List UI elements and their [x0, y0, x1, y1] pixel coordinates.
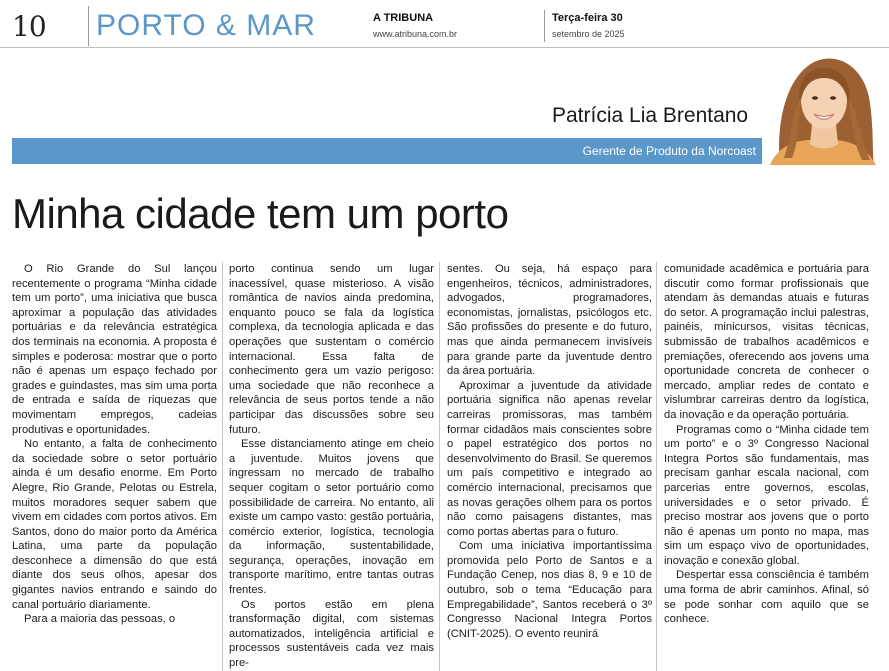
article-paragraph: Para a maioria das pessoas, o	[24, 613, 176, 626]
section-title: PORTO & MAR	[96, 9, 316, 42]
article-paragraph: O Rio Grande do Sul lançou recentemente o programa “Minha cidade tem um porto”, uma iniciativa que busca aproximar a população das atividades portuárias e da relevância estratégica dos terminais na economia. A proposta é simples e poderosa: mostrar que o porto não é apenas um espaço fechado por grades e guindastes, mas sim uma porta de entrada e saída de riquezas que movimentam empregos, cadeias produtivas e oportunidades.	[12, 263, 217, 436]
page-number: 10	[12, 10, 46, 43]
article-paragraph: Programas como o “Minha cidade tem um porto” e o 3º Congresso Nacional Integra Portos são fundamentais, mas precisam ganhar escala nacional, com parcerias entre governos, escolas, universidades e o setor privado. É preciso mostrar aos jovens que o porto não é apenas um ponto no mapa, mas sim um espaço vivo de oportunidades, inovação e conexão global.	[664, 423, 869, 567]
article-paragraph: porto continua sendo um lugar inacessível, quase misterioso. A visão romântica de navios ainda predomina, enquanto pouco se fala da logística complexa, da tecnologia aplicada e das operações que sustentam o comércio internacional. Essa falta de conhecimento gera um vazio perigoso: uma sociedade que não reconhece a relevância de seus portos tende a não participar das discussões sobre seu futuro.	[229, 263, 434, 436]
article-paragraph: Esse distanciamento atinge em cheio a juventude. Muitos jovens que ingressam no mercado de trabalho sequer cogitam o setor portuário como possibilidade de carreira. No entanto, ali existe um campo vasto: gestão portuária, comércio exterior, logística, tecnologia da informação, sustentabilidade, segurança, operações, inovação em transporte marítimo, entre tantas outras frentes.	[229, 438, 434, 597]
article-paragraph: Despertar essa consciência é também uma forma de abrir caminhos. Afinal, só se pode sonhar com aquilo que se conhece.	[664, 569, 869, 626]
article-column-1	[12, 262, 217, 627]
article-paragraph: Os portos estão em plena transformação digital, com sistemas automatizados, inteligência artificial e processos sustentáveis cada vez mais pre-	[229, 598, 434, 670]
edition-date: setembro de 2025	[552, 29, 625, 39]
author-role: Gerente de Produto da Norcoast	[582, 144, 756, 158]
article-paragraph: No entanto, a falta de conhecimento da sociedade sobre o setor portuário ainda é um desafio enorme. Em Porto Alegre, Rio Grande, Pelotas ou Estrela, muitos moradores sequer sabem que vivem em cidades com portos ativos. Em Santos, dono do maior porto da América Latina, uma parte da população desconhece a dimensão do que está diante dos seus olhos, apesar dos gigantes navios entrando e saindo do canal portuário diariamente.	[12, 438, 217, 611]
edition-weekday: Terça-feira 30	[552, 12, 623, 24]
header-divider	[88, 6, 89, 46]
author-name: Patrícia Lia Brentano	[552, 104, 749, 127]
article-paragraph: sentes. Ou seja, há espaço para engenheiros, técnicos, administradores, advogados, programadores, economistas, jornalistas, psicólogos etc. São profissões do presente e do futuro, mas que ainda permanecem invisíveis para grande parte da juventude dentro da área portuária.	[447, 263, 652, 378]
article-column-3	[447, 262, 652, 641]
newspaper-name: A TRIBUNA	[373, 12, 434, 24]
author-photo	[762, 48, 884, 165]
date-divider	[544, 10, 545, 42]
column-divider	[439, 262, 440, 671]
header-rule	[0, 47, 889, 48]
article-paragraph: Com uma iniciativa importantíssima promovida pelo Porto de Santos e a Fundação Cenep, nos dias 8, 9 e 10 de outubro, sob o tema “Educação para Empregabilidade”, Santos receberá o 3º Congresso Nacional Integra Portos (CNIT-2025). O evento reunirá	[447, 540, 652, 640]
article-column-4	[664, 262, 869, 627]
column-divider	[222, 262, 223, 671]
article-paragraph: comunidade acadêmica e portuária para discutir como formar profissionais que atendam às demandas atuais e futuras do setor. A programação inclui palestras, painéis, minicursos, visitas técnicas, submissão de trabalhos acadêmicos e premiações, oferecendo aos jovens uma oportunidade concreta de conhecer o mercado, ampliar redes de contato e vislumbrar carreiras dentro da logística, da inovação e da operação portuária.	[664, 263, 869, 421]
article-headline: Minha cidade tem um porto	[12, 190, 509, 237]
article-paragraph: Aproximar a juventude da atividade portuária significa não apenas revelar carreiras promissoras, mas também formar cidadãos mais conscientes sobre o papel estratégico dos portos no desenvolvimento do Brasil. Se queremos um país competitivo e integrado ao comércio internacional, precisamos que as novas gerações olhem para os portos não como paisagens distantes, mas como portas abertas para o futuro.	[447, 379, 652, 538]
newspaper-website: www.atribuna.com.br	[373, 29, 458, 39]
column-divider	[656, 262, 657, 671]
article-column-2	[229, 262, 434, 671]
